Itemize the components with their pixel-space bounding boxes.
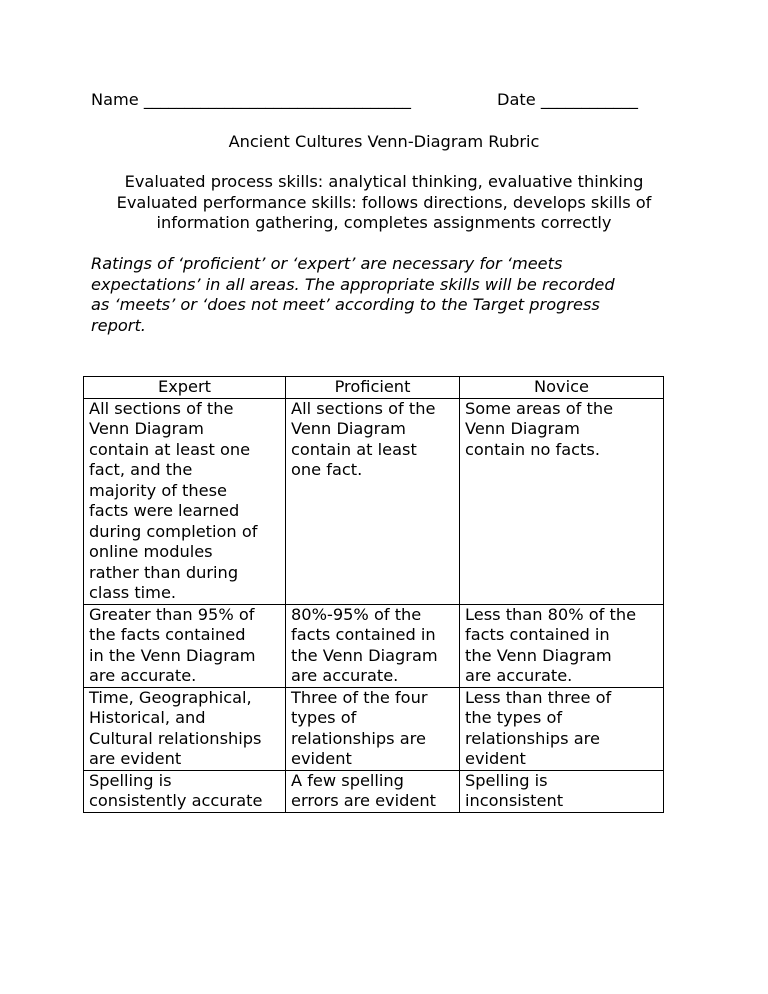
rubric-header-row <box>84 377 664 399</box>
cell-text-line: consistently accurate <box>89 791 263 810</box>
ratings-note <box>91 254 691 336</box>
cell-text-line: majority of these <box>89 480 228 500</box>
cell-text-line: are accurate. <box>89 666 197 685</box>
cell-text-line: contain no facts. <box>465 439 600 459</box>
cell-text-line: All sections of the <box>291 398 436 418</box>
cell-text-line: Some areas of the <box>465 398 614 418</box>
rubric-cell-novice <box>460 604 664 687</box>
cell-text-line: fact, and the <box>89 460 193 479</box>
rubric-cell-proficient <box>286 770 460 812</box>
cell-text-line: All sections of the <box>89 398 234 418</box>
column-header-proficient: Proficient <box>286 377 460 399</box>
cell-text-line: Spelling is <box>89 770 172 790</box>
cell-text-line: Time, Geographical, <box>89 687 252 707</box>
cell-text-line: are accurate. <box>465 666 573 685</box>
cell-text-line: rather than during <box>89 562 239 582</box>
cell-text-line: are accurate. <box>291 666 399 685</box>
note-line: as ‘meets’ or ‘does not meet’ according to the Target progress <box>91 295 600 314</box>
rubric-cell-novice <box>460 687 664 770</box>
skills-line: information gathering, completes assignments correctly <box>156 213 612 232</box>
rubric-cell-expert <box>84 604 286 687</box>
rubric-row <box>84 687 664 770</box>
cell-text-line: 80%-95% of the <box>291 604 422 624</box>
cell-text-line: in the Venn Diagram <box>89 645 256 665</box>
cell-text-line: class time. <box>89 583 177 602</box>
cell-text-line: contain at least one <box>89 439 251 459</box>
cell-text-line: facts were learned <box>89 501 240 520</box>
cell-text-line: Venn Diagram <box>291 419 406 438</box>
rubric-cell-novice <box>460 398 664 604</box>
cell-text-line: evident <box>465 749 526 768</box>
cell-text-line: Cultural relationships <box>89 728 262 748</box>
date-field-label: Date ____________ <box>497 90 638 109</box>
cell-text-line: Greater than 95% of <box>89 604 255 624</box>
cell-text-line: one fact. <box>291 460 363 479</box>
name-field-label: Name _________________________________ <box>91 90 411 109</box>
rubric-cell-proficient <box>286 398 460 604</box>
note-line: expectations’ in all areas. The appropriate skills will be recorded <box>91 274 615 294</box>
cell-text-line: errors are evident <box>291 791 436 810</box>
rubric-cell-proficient <box>286 687 460 770</box>
cell-text-line: Less than 80% of the <box>465 604 637 624</box>
cell-text-line: are evident <box>89 749 182 768</box>
cell-text-line: facts contained in <box>465 625 610 644</box>
evaluated-skills <box>60 172 708 234</box>
cell-text-line: Historical, and <box>89 708 206 727</box>
rubric-row <box>84 604 664 687</box>
cell-text-line: evident <box>291 749 352 768</box>
rubric-table <box>83 376 664 813</box>
cell-text-line: A few spelling <box>291 770 404 790</box>
cell-text-line: online modules <box>89 542 213 561</box>
cell-text-line: the facts contained <box>89 625 246 644</box>
rubric-cell-expert <box>84 770 286 812</box>
cell-text-line: Venn Diagram <box>465 419 580 438</box>
skills-line: Evaluated process skills: analytical thinking, evaluative thinking <box>124 172 644 191</box>
rubric-cell-novice <box>460 770 664 812</box>
cell-text-line: relationships are <box>291 728 426 748</box>
cell-text-line: relationships are <box>465 728 600 748</box>
note-line: report. <box>91 315 146 335</box>
note-line: Ratings of ‘proficient’ or ‘expert’ are necessary for ‘meets <box>91 254 563 273</box>
rubric-cell-expert <box>84 398 286 604</box>
rubric-cell-expert <box>84 687 286 770</box>
rubric-cell-proficient <box>286 604 460 687</box>
cell-text-line: inconsistent <box>465 791 564 810</box>
cell-text-line: Three of the four <box>291 687 428 707</box>
column-header-expert: Expert <box>84 377 286 399</box>
cell-text-line: contain at least <box>291 439 417 459</box>
rubric-row <box>84 770 664 812</box>
skills-line: Evaluated performance skills: follows directions, develops skills of <box>116 192 652 212</box>
cell-text-line: the Venn Diagram <box>291 645 438 665</box>
cell-text-line: during completion of <box>89 521 258 541</box>
cell-text-line: Less than three of <box>465 687 612 707</box>
cell-text-line: Spelling is <box>465 770 548 790</box>
cell-text-line: the types of <box>465 708 563 727</box>
cell-text-line: the Venn Diagram <box>465 645 612 665</box>
column-header-novice: Novice <box>460 377 664 399</box>
cell-text-line: types of <box>291 708 357 727</box>
rubric-row <box>84 398 664 604</box>
document-title: Ancient Cultures Venn-Diagram Rubric <box>228 132 540 151</box>
cell-text-line: Venn Diagram <box>89 419 204 438</box>
cell-text-line: facts contained in <box>291 625 436 644</box>
